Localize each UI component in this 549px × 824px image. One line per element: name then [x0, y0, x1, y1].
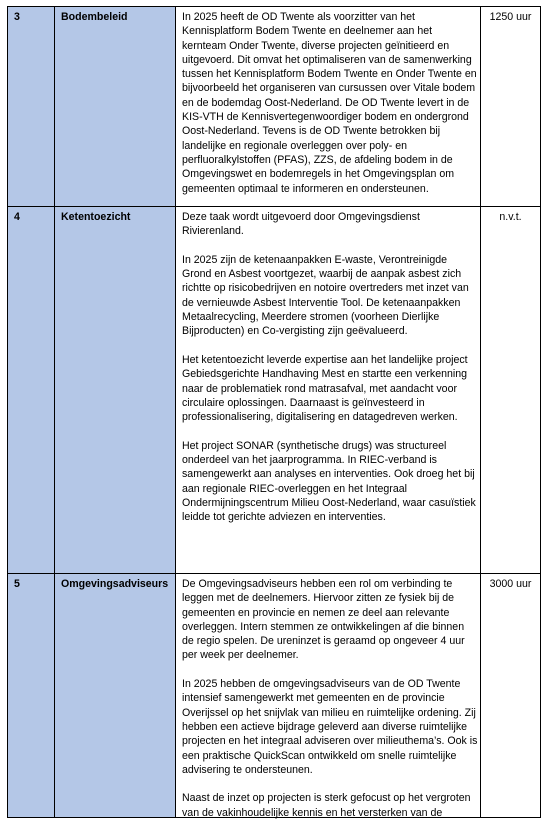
row-description-cell [175, 573, 481, 818]
row-number: 3 [14, 11, 20, 23]
row-number-cell [7, 6, 55, 207]
row-hours-cell [480, 206, 541, 574]
paragraph: In 2025 zijn de ketenaanpakken E-waste, Verontreinigde Grond en Asbest voortgezet, waarbij de aanpak asbest zich richtte op risicobedrijven en notoire overtreders met inzet van de vernieuwde Asbest Interventie Tool. De ketenaanpakken Metaalrecycling, Meerdere stromen (voorheen Dierlijke Bijproducten) en Co-vergisting zijn geëvalueerd. [182, 253, 469, 338]
paragraph: Het project SONAR (synthetische drugs) was structureel onderdeel van het jaarprogramma. In RIEC-verband is samengewerkt aan analyses en interventies. Ook droeg het bij aan regionale RIEC-overleggen en het Integraal Ondermijningscentrum Milieu Oost-Nederland, waar casuïstiek leidde tot gerichte adviezen en interventies. [182, 439, 476, 524]
row-title: Ketentoezicht [61, 211, 131, 223]
row-description-cell [175, 6, 481, 207]
row-hours: 1250 uur [489, 11, 532, 23]
table-row [7, 206, 541, 574]
row-title: Omgevingsadviseurs [61, 578, 169, 590]
row-number: 4 [14, 211, 20, 223]
table-row [7, 573, 541, 818]
row-number-cell [7, 573, 55, 818]
row-hours: n.v.t. [499, 211, 522, 223]
row-title-cell [54, 6, 176, 207]
paragraph: In 2025 heeft de OD Twente als voorzitter van het Kennisplatform Bodem Twente en deelnemer aan het kernteam Onder Twente, diverse projecten geïnitieerd en uitgevoerd. Dit omvat het optimaliseren van de samenwerking tussen het Kennisplatform Bodem Twente en Onder Twente en bijvoorbeeld het organiseren van cursussen over Vitale bodem en de bodemdag Oost-Nederland. De OD Twente levert in de KIS-VTH de Kennisvertegenwoordiger bodem en ondergrond Oost-Nederland. Tevens is de OD Twente betrokken bij landelijke en regionale overleggen over poly- en perfluoralkylstoffen (PFAS), ZZS, de afdeling bodem in de Omgevingswet en bodemregels in het Omgevingsplan om gemeenten optimaal te informeren en ondersteunen. [182, 11, 477, 195]
row-description-cell [175, 206, 481, 574]
row-number: 5 [14, 578, 20, 590]
row-title: Bodembeleid [61, 11, 128, 23]
row-hours-cell [480, 573, 541, 818]
paragraph: De Omgevingsadviseurs hebben een rol om verbinding te leggen met de deelnemers. Hiervoor zitten ze fysiek bij de gemeenten en provincie en nemen ze deel aan relevante overleggen. Intern stemmen ze ontwikkelingen af die binnen de regio spelen. De ureninzet is geraamd op ongeveer 4 uur per week per deelnemer. [182, 578, 465, 662]
row-title-cell [54, 206, 176, 574]
paragraph: Naast de inzet op projecten is sterk gefocust op het vergroten van de vakinhoudelijke kennis en het versterken van de [182, 792, 471, 819]
paragraph: In 2025 hebben de omgevingsadviseurs van de OD Twente intensief samengewerkt met gemeenten en de provincie Overijssel op het snijvlak van milieu en ruimtelijke ordening. Zij hebben een actieve bijdrage geleverd aan diverse ruimtelijke projecten en het integraal adviseren over milieuthema’s. Ook is een praktische QuickScan ontwikkeld om snelle ruimtelijke advisering te ondersteunen. [182, 678, 478, 776]
row-number-cell [7, 206, 55, 574]
paragraph: Het ketentoezicht leverde expertise aan het landelijke project Gebiedsgerichte Handhaving Mest en startte een verkenning naar de problematiek rond matrasafval, met aandacht voor circulaire oplossingen. Daarnaast is geïnvesteerd in professionalisering, digitalisering en datagedreven werken. [182, 353, 468, 424]
row-hours: 3000 uur [489, 578, 532, 590]
paragraph: Deze taak wordt uitgevoerd door Omgevingsdienst Rivierenland. [182, 211, 420, 238]
row-hours-cell [480, 6, 541, 207]
table-row [7, 6, 541, 207]
row-title-cell [54, 573, 176, 818]
